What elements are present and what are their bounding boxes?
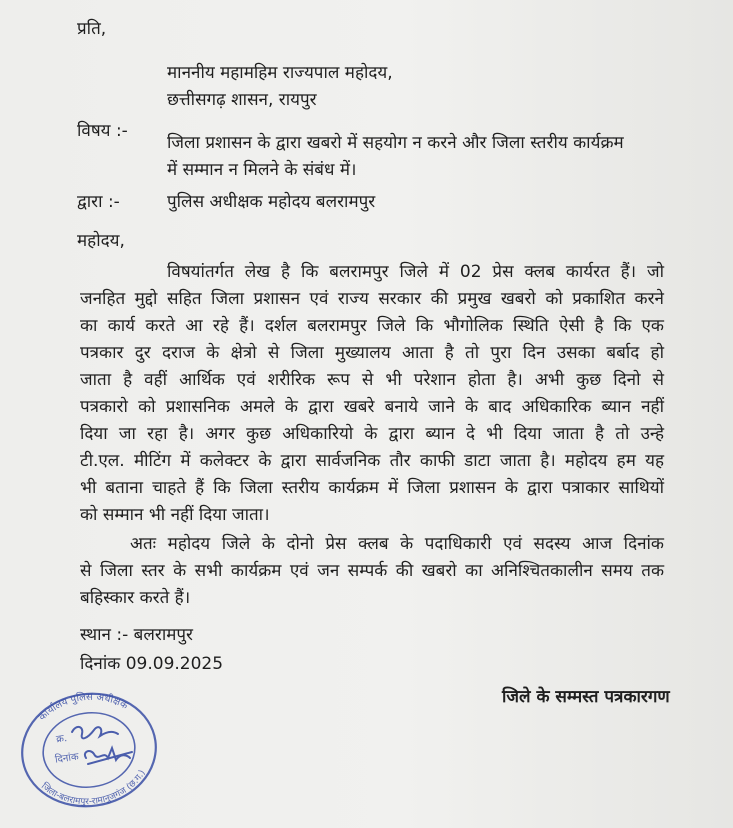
place: स्थान :- बलरामपुर — [80, 625, 194, 645]
para1-line4: पत्रकार दुर दराज के क्षेत्रो से जिला मुख्यालय आता है तो पुरा दिन उसका बर्बाद हो — [80, 343, 664, 363]
office-seal-stamp — [14, 688, 164, 808]
seal-inner-label1: क्र. — [55, 732, 68, 746]
seal-outer-ring — [15, 688, 163, 808]
para2-line2: से जिला स्तर के सभी कार्यक्रम एवं जन सम्पर्क की खबरो का अनिश्चितकालीन समय तक — [80, 561, 664, 581]
para1-line6: पत्रकारो को प्रशासनिक अमले के द्वारा खबरे बनाये जाने के बाद अधिकारिक ब्यान नहीं — [80, 397, 664, 417]
para1-line8: टी.एल. मीटिंग में कलेक्टर के द्वारा सार्वजनिक तौर काफी डाटा जाता है। महोदय हम यह — [80, 451, 664, 471]
via-text: पुलिस अधीक्षक महोदय बलरामपुर — [167, 192, 376, 212]
subject-line2: में सम्मान न मिलने के संबंध में। — [167, 160, 357, 180]
to-label: प्रति, — [77, 19, 107, 39]
recipient-line1: माननीय महामहिम राज्यपाल महोदय, — [167, 63, 393, 83]
recipient-line2: छत्तीसगढ़ शासन, रायपुर — [167, 90, 317, 110]
para1-line3: का कार्य करते आ रहे हैं। दर्शल बलरामपुर जिले कि भौगोलिक स्थिति ऐसी है कि एक — [80, 316, 664, 336]
seal-ring-top-text: कार्यालय पुलिस अधीक्षक — [36, 691, 130, 724]
date: दिनांक 09.09.2025 — [80, 654, 224, 674]
para1-line7: दिया जा रहा है। अगर कुछ अधिकारियो के द्वारा ब्यान दे भी दिया जाता है तो उन्हे — [80, 424, 664, 444]
handwritten-initials — [72, 727, 132, 764]
seal-ring-bottom-text: जिला-बलरामपुर-रामानुजगंज (छ.ग.) — [39, 768, 148, 808]
para1-line2: जनहित मुद्दो सहित जिला प्रशासन एवं राज्य सरकार की प्रमुख खबरो को प्रकाशित करने — [80, 289, 664, 309]
para1-line1: विषयांतर्गत लेख है कि बलरामपुर जिले में 02 प्रेस क्लब कार्यरत हैं। जो — [167, 262, 664, 282]
para2-line3: बहिस्कार करते हैं। — [80, 588, 191, 608]
subject-label: विषय :- — [77, 121, 128, 141]
para2-line1: अतः महोदय जिले के दोनो प्रेस क्लब के पदाधिकारी एवं सदस्य आज दिनांक — [130, 534, 664, 554]
para1-line10: को सम्मान भी नहीं दिया जाता। — [80, 505, 270, 525]
via-label: द्वारा :- — [77, 192, 120, 212]
subject-line1: जिला प्रशासन के द्वारा खबरो में सहयोग न करने और जिला स्तरीय कार्यक्रम — [167, 133, 624, 153]
para1-line5: जाता है वहीं आर्थिक एवं शरीरिक रूप से भी परेशान होता है। अभी कुछ दिनो से — [80, 370, 664, 390]
salutation: महोदय, — [77, 231, 125, 251]
para1-line9: भी बताना चाहते हैं कि जिला स्तरीय कार्यक्रम में जिला प्रशासन के द्वारा पत्राकार साथियों — [80, 478, 664, 498]
seal-graphic — [14, 688, 164, 808]
seal-inner-label2: दिनांक — [54, 751, 80, 766]
signoff: जिले के सम्मस्त पत्रकारगण — [502, 687, 670, 707]
